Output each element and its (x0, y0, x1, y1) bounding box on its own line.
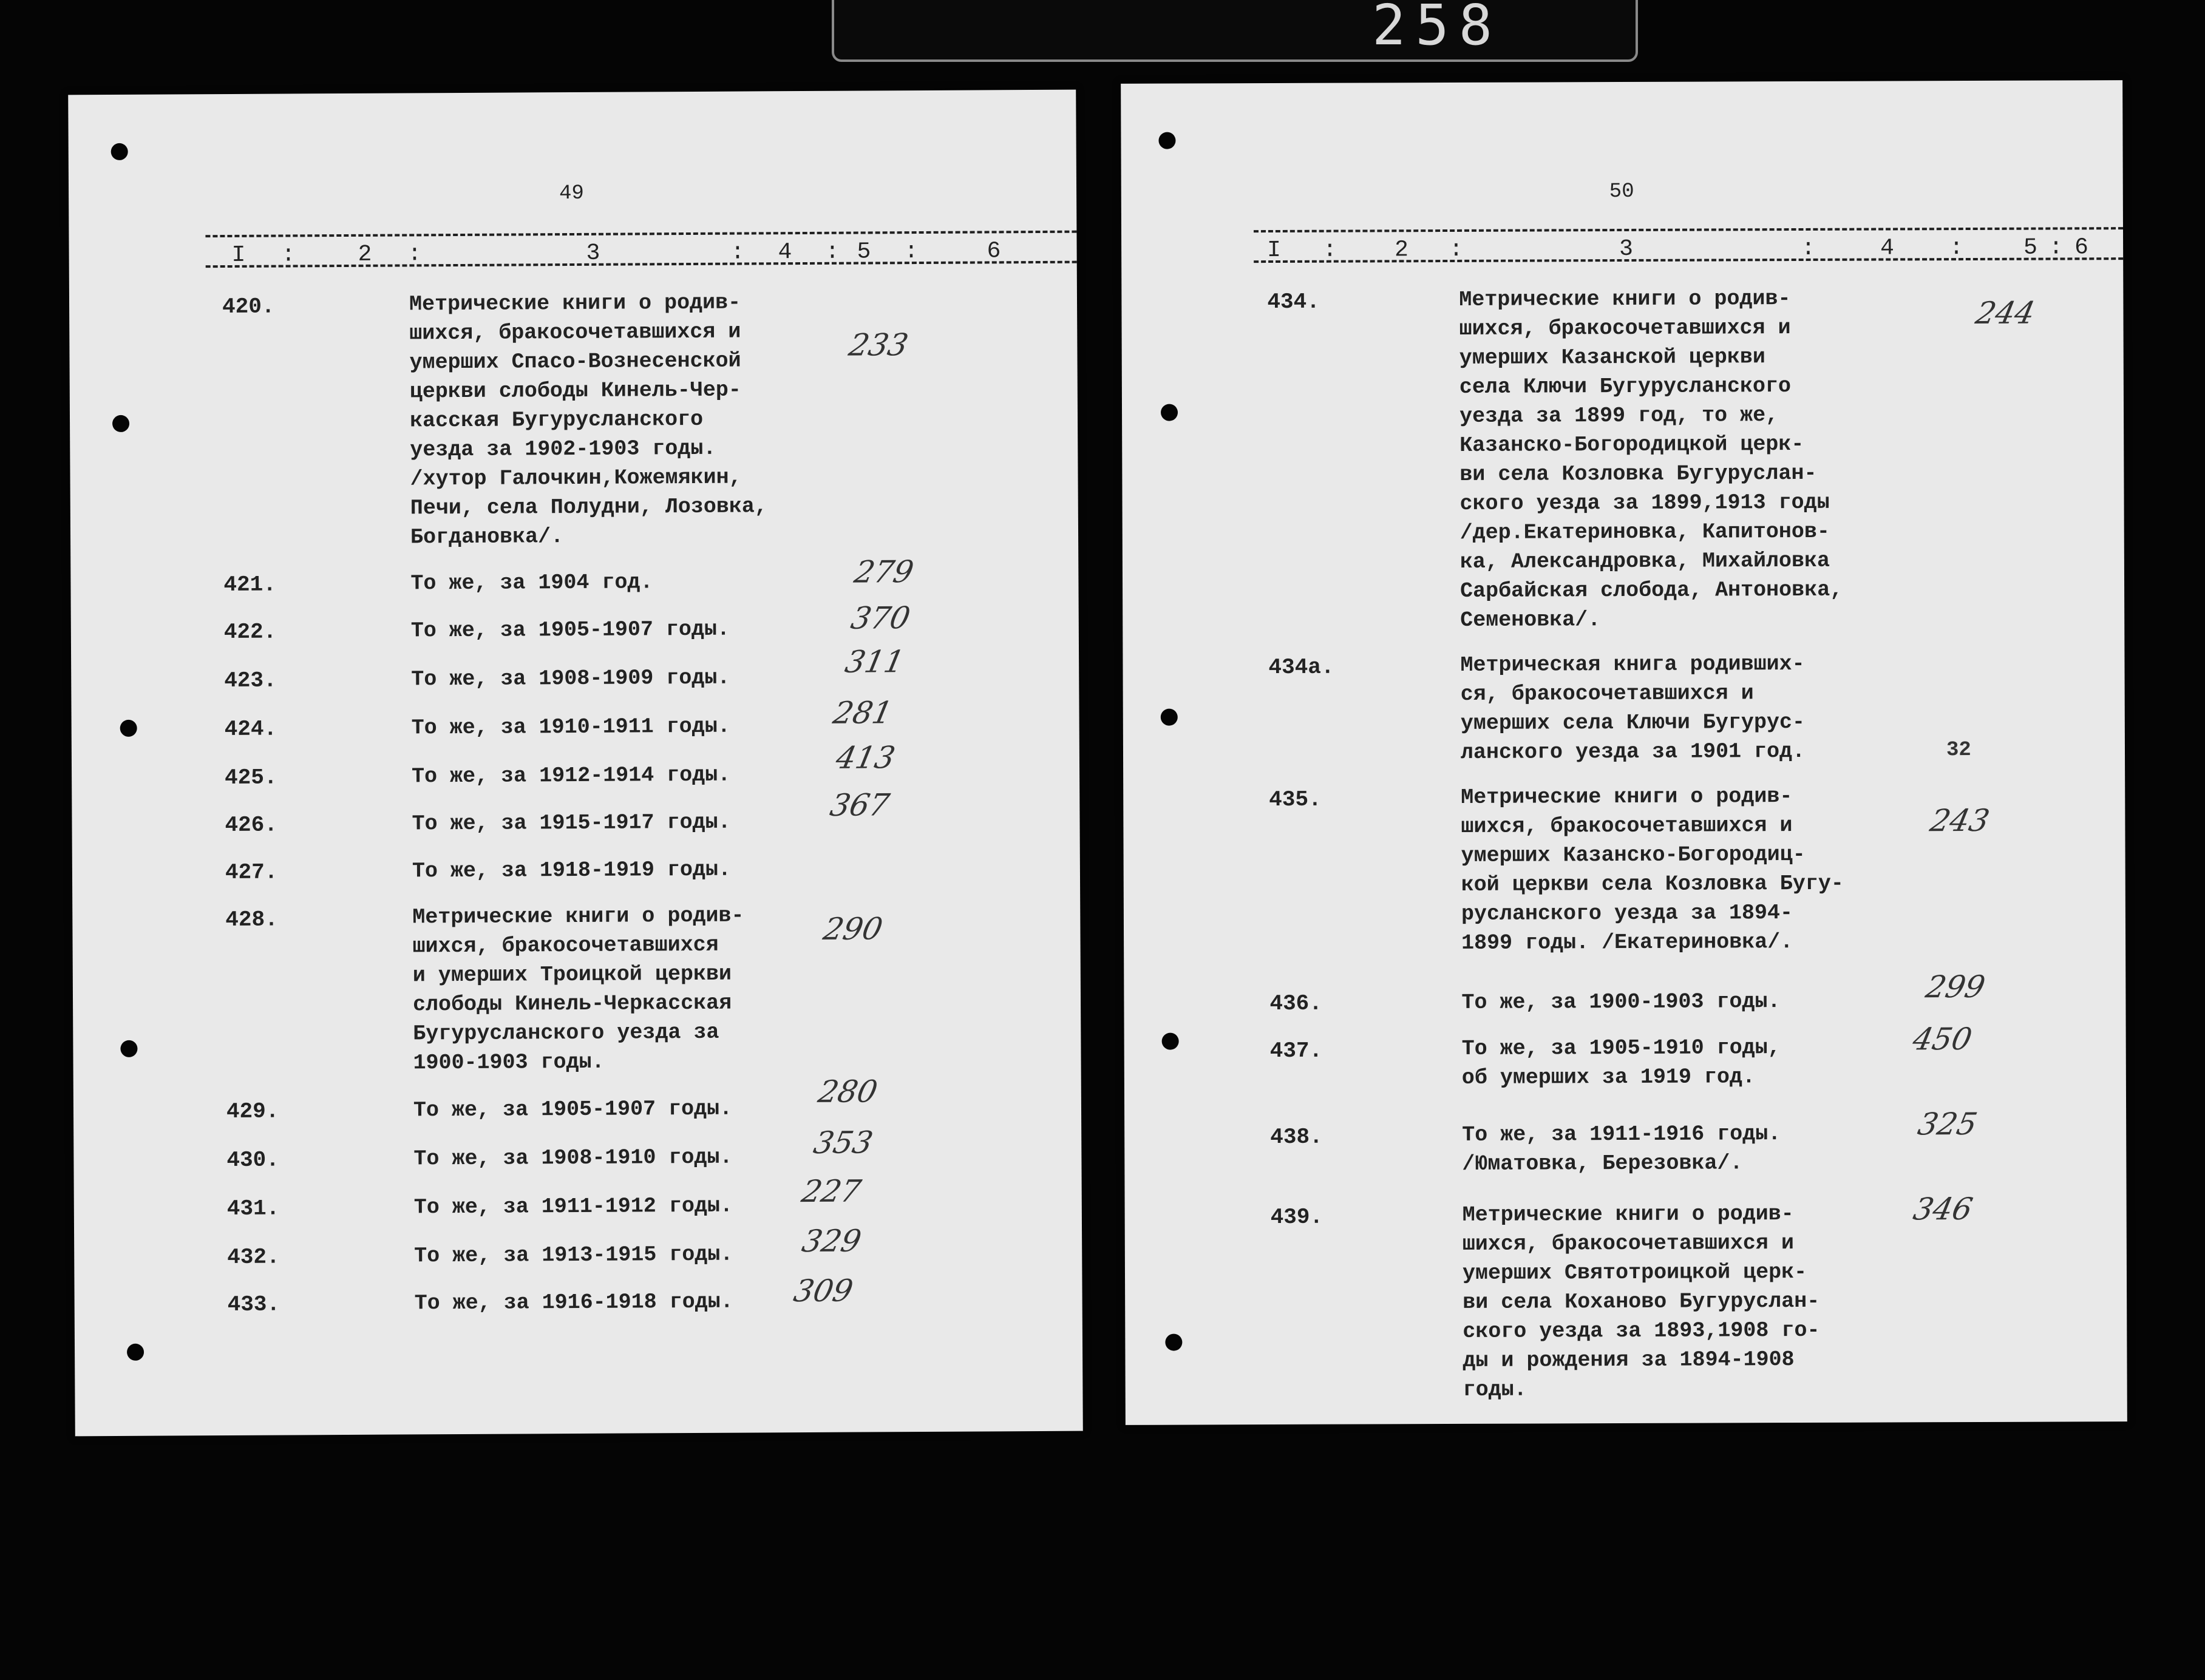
handwritten-count: 450 (1909, 1021, 1976, 1057)
entry-description: Метрические книги о родив- шихся, бракосочетавшихся и умерших Казанско-Богородиц- кой церкви села Козловка Бугу- русланского уезда за 1894- 1899 годы. /Екатериновка/. (1461, 784, 1844, 955)
header-rule (206, 261, 1077, 268)
entry-number: 429. (226, 1099, 279, 1125)
entry-description: То же, за 1915-1917 годы. (412, 810, 731, 836)
frame-number: 258 (1372, 0, 1503, 58)
punch-hole (1162, 1033, 1179, 1050)
entry-description: То же, за 1911-1916 годы. /Юматовка, Березовка/. (1462, 1122, 1781, 1176)
entry-description: То же, за 1905-1907 годы. (413, 1096, 733, 1123)
column-separator: : (1949, 235, 1963, 262)
entry-number: 432. (227, 1244, 280, 1270)
entry-description: То же, за 1908-1909 годы. (411, 665, 730, 692)
header-rule (205, 231, 1076, 238)
handwritten-count: 290 (820, 911, 886, 947)
punch-hole (1165, 1334, 1182, 1351)
entry-number: 431. (226, 1196, 280, 1222)
entry-description: То же, за 1905-1910 годы, об умерших за 1919 год. (1461, 1035, 1781, 1090)
entry-description: То же, за 1900-1903 годы. (1461, 989, 1781, 1015)
handwritten-count: 279 (851, 554, 917, 590)
handwritten-count: 227 (798, 1173, 865, 1210)
column-separator: : (730, 239, 745, 266)
handwritten-count: 367 (827, 787, 892, 823)
entry-description: Метрическая книга родивших- ся, бракосочетавшихся и умерших села Ключи Бугурус- ланского уезда за 1901 год. (1460, 651, 1806, 765)
entry-number: 436. (1269, 991, 1322, 1017)
entry-description: То же, за 1912-1914 годы. (412, 762, 731, 789)
handwritten-count: 281 (830, 695, 896, 731)
entry-number: 427. (225, 859, 278, 886)
entry-number: 434. (1267, 289, 1320, 315)
entry-number: 423. (224, 668, 277, 694)
column-header: 6 (987, 238, 1001, 265)
entry-number: 435. (1269, 787, 1322, 813)
film-frame-tab (832, 0, 1638, 62)
column-header: 5 (2023, 234, 2037, 261)
column-separator: : (1323, 237, 1337, 263)
column-separator: : (825, 239, 840, 265)
column-separator: : (407, 241, 422, 268)
entry-description: То же, за 1905-1907 годы. (410, 617, 730, 643)
entry-description: То же, за 1911-1912 годы. (413, 1193, 733, 1220)
entry-number: 438. (1270, 1124, 1323, 1150)
typed-count: 32 (1946, 739, 1971, 762)
column-header: 3 (586, 240, 600, 266)
entry-number: 420. (222, 294, 275, 320)
entry-description: То же, за 1916-1918 годы. (414, 1289, 733, 1316)
entry-number: 430. (226, 1147, 279, 1173)
handwritten-count: 244 (1972, 295, 2038, 331)
column-separator: : (904, 239, 919, 265)
handwritten-count: 280 (815, 1074, 881, 1109)
punch-hole (112, 415, 129, 432)
left-page (68, 90, 1083, 1437)
column-header: 6 (2074, 234, 2088, 261)
entry-description: То же, за 1913-1915 годы. (414, 1242, 733, 1268)
column-header: 2 (1395, 237, 1408, 263)
page-number: 50 (1609, 180, 1634, 204)
handwritten-count: 413 (832, 740, 899, 776)
entry-description: Метрические книги о родив- шихся, бракосочетавшихся и умерших Казанской церкви села Ключи Бугурусланского уезда за 1899 год, то же, Казанско-Богородицкой церк- ви села Козловка Бугуруслан- ского уезда за 1899,1913 годы /дер.Екатериновка, Капитонов- ка, Александровка, Михайловка Сарбайская слобода, Антоновка, Семеновка/. (1459, 286, 1843, 632)
handwritten-count: 329 (799, 1223, 865, 1259)
header-rule (1254, 227, 2123, 232)
column-separator: : (1801, 235, 1815, 262)
column-header: 3 (1619, 235, 1633, 263)
handwritten-count: 311 (842, 644, 908, 680)
entry-description: То же, за 1904 год. (410, 570, 653, 596)
handwritten-count: 309 (790, 1273, 857, 1309)
handwritten-count: 370 (848, 600, 914, 636)
entry-description: Метрические книги о родив- шихся, бракосочетавшихся и умерших Троицкой церкви слободы Кинель-Черкасская Бугурусланского уезда за 1900-1903 годы. (412, 903, 744, 1075)
entry-description: Метрические книги о родив- шихся, бракосочетавшихся и умерших Спасо-Вознесенской церкви слободы Кинель-Чер- касская Бугурусланского уезда за 1902-1903 годы. /хутор Галочкин,Кожемякин, Печи, села Полудни, Лозовка, Богдановка/. (409, 290, 768, 550)
column-separator: : (2049, 234, 2063, 261)
entry-number: 439. (1270, 1204, 1323, 1230)
entry-description: То же, за 1910-1911 годы. (411, 714, 730, 740)
column-header: 4 (1880, 235, 1894, 262)
entry-number: 426. (225, 812, 278, 838)
column-separator: : (1449, 236, 1463, 263)
handwritten-count: 243 (1927, 802, 1993, 839)
header-rule (1254, 257, 2123, 263)
entry-description: Метрические книги о родив- шихся, бракосочетавшихся и умерших Святотроицкой церк- ви села Коханово Бугуруслан- ского уезда за 1893,1908 го- ды и рождения за 1894-1908 годы. (1462, 1202, 1820, 1402)
column-header: 4 (778, 239, 792, 266)
handwritten-count: 299 (1923, 969, 1988, 1005)
handwritten-count: 353 (810, 1125, 876, 1160)
punch-hole (111, 143, 128, 160)
entry-description: То же, за 1908-1910 годы. (413, 1145, 733, 1171)
handwritten-count: 233 (846, 327, 911, 363)
punch-hole (120, 720, 137, 737)
column-header: 5 (857, 239, 871, 265)
entry-number: 434а. (1268, 654, 1334, 680)
entry-number: 433. (227, 1292, 280, 1318)
handwritten-count: 346 (1910, 1191, 1976, 1227)
entry-number: 421. (223, 572, 276, 598)
punch-hole (127, 1344, 144, 1361)
page-number: 49 (559, 181, 585, 206)
column-header: 2 (358, 241, 372, 268)
column-header: I (231, 242, 246, 268)
column-header: I (1267, 237, 1281, 264)
entry-description: То же, за 1918-1919 годы. (412, 857, 732, 884)
right-page (1121, 80, 2127, 1425)
entry-number: 424. (224, 716, 277, 742)
handwritten-count: 325 (1915, 1106, 1980, 1142)
entry-number: 422. (223, 619, 277, 645)
column-separator: : (281, 242, 296, 268)
punch-hole (1158, 132, 1175, 149)
punch-hole (1161, 709, 1178, 726)
entry-number: 428. (225, 907, 278, 933)
punch-hole (120, 1040, 137, 1057)
punch-hole (1161, 404, 1178, 421)
entry-number: 425. (225, 765, 277, 791)
entry-number: 437. (1269, 1038, 1323, 1064)
